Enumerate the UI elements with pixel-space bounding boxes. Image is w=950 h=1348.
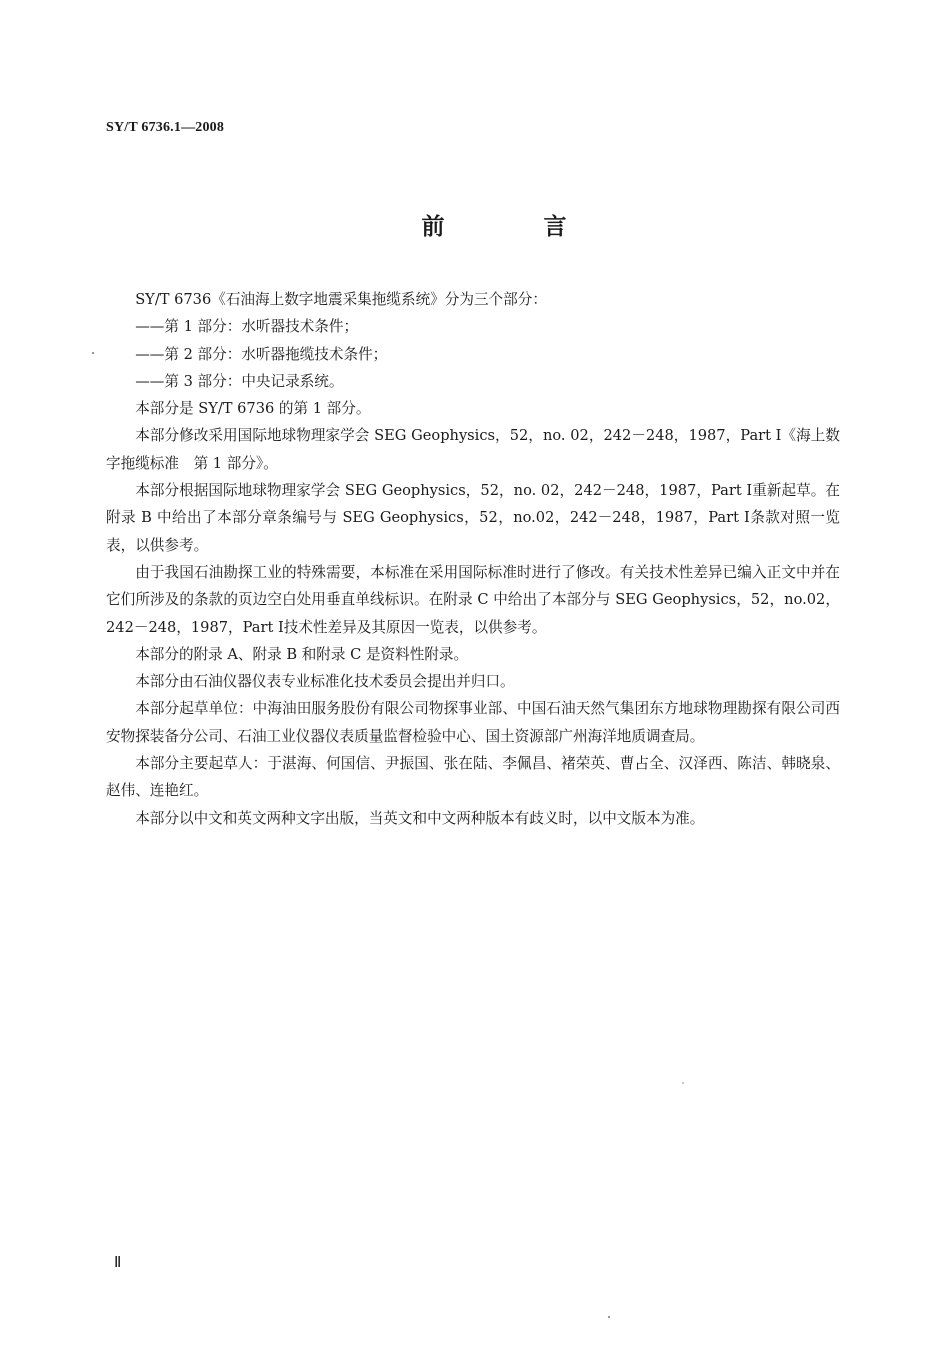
paragraph-part-2: ——第 2 部分：水听器拖缆技术条件； — [135, 345, 388, 363]
paragraph-this-part: 本部分是 SY/T 6736 的第 1 部分。 — [135, 400, 371, 418]
paragraph-redraft: 本部分根据国际地球物理家学会 SEG Geophysics，52，no. 02，242－248，1987，Part Ⅰ重新起草。在附录 B 中给出了本部分章条编号与 SEG Geophysics，52，no.02，242－248，1987，Part Ⅰ条款对照一览表，以供参考。 — [106, 482, 840, 554]
paragraph-annexes: 本部分的附录 A、附录 B 和附录 C 是资料性附录。 — [135, 645, 469, 663]
scan-speck — [92, 352, 94, 354]
paragraph-drafters: 本部分主要起草人：于湛海、何国信、尹振国、张在陆、李佩昌、褚荣英、曹占全、汉泽西、陈洁、韩晓泉、赵伟、连艳红。 — [106, 755, 840, 800]
paragraph-part-1: ——第 1 部分：水听器技术条件； — [135, 318, 359, 336]
scan-speck — [608, 1316, 610, 1318]
paragraph-modifications: 由于我国石油勘探工业的特殊需要，本标准在采用国际标准时进行了修改。有关技术性差异已编入正文中并在它们所涉及的条款的页边空白处用垂直单线标识。在附录 C 中给出了本部分与 SEG Geophysics，52，no.02，242－248，1987，Part Ⅰ技术性差异及其原因一览表，以供参考。 — [106, 563, 840, 636]
foreword-body — [106, 286, 840, 832]
paragraph-intro: SY/T 6736《石油海上数字地震采集拖缆系统》分为三个部分： — [135, 291, 547, 308]
paragraph-drafting-units: 本部分起草单位：中海油田服务股份有限公司物探事业部、中国石油天然气集团东方地球物理勘探有限公司西安物探装备分公司、石油工业仪器仪表质量监督检验中心、国土资源部广州海洋地质调查局。 — [106, 700, 840, 745]
page-title: 前 言 — [421, 214, 605, 240]
paragraph-proposer: 本部分由石油仪器仪表专业标准化技术委员会提出并归口。 — [135, 673, 515, 691]
page-number: Ⅱ — [114, 1255, 122, 1271]
paragraph-languages: 本部分以中文和英文两种文字出版，当英文和中文两种版本有歧义时，以中文版本为准。 — [135, 809, 705, 827]
scan-speck — [682, 1082, 684, 1084]
paragraph-adoption: 本部分修改采用国际地球物理家学会 SEG Geophysics，52，no. 02，242－248，1987，Part Ⅰ《海上数字拖缆标准 第 1 部分》。 — [106, 427, 840, 472]
standard-number: SY/T 6736.1—2008 — [106, 120, 225, 135]
paragraph-part-3: ——第 3 部分：中央记录系统。 — [135, 372, 344, 390]
